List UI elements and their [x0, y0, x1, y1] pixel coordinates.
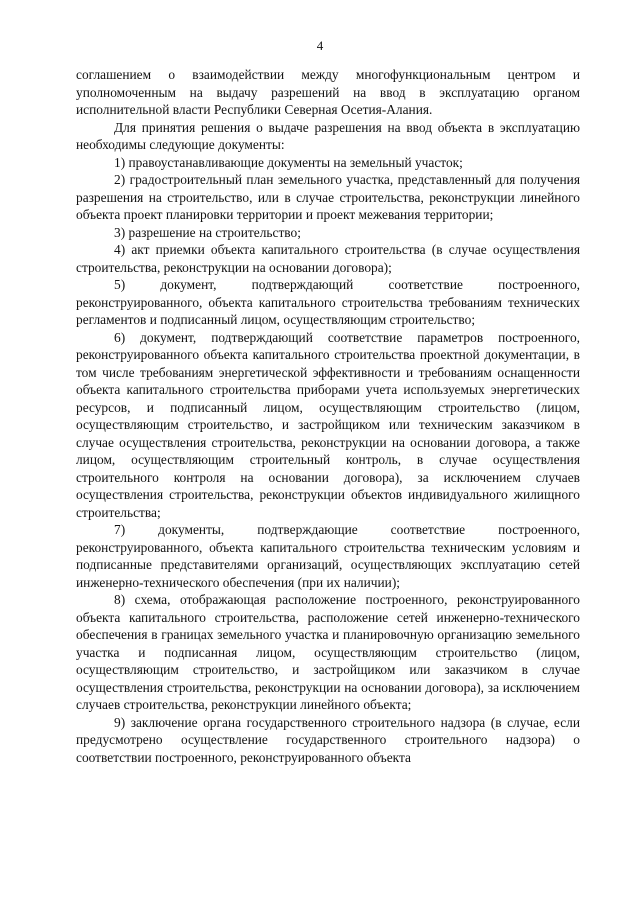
list-item-8: 8) схема, отображающая расположение построенного, реконструированного объекта капитального строительства, расположение сетей инженерно-технического обеспечения в границах земельного участка и планировочную организацию земельного участка и подписанная лицом, осуществляющим строительство (лицом, осуществляющим строительство, и застройщиком или заказчиком в случае осуществления строительства, реконструкции на основании договора), за исключением случаев строительства, реконструкции линейного объекта;: [76, 592, 580, 712]
list-item-7: 7) документы, подтверждающие соответствие построенного, реконструированного, объекта капитального строительства техническим условиям и подписанные представителями организаций, осуществляющих эксплуатацию сетей инженерно-технического обеспечения (при их наличии);: [76, 522, 580, 590]
page-number: 4: [316, 38, 324, 53]
list-item-6: 6) документ, подтверждающий соответствие параметров построенного, реконструированного объекта капитального строительства проектной документации, в том числе требованиям энергетической эффективности и требованиям оснащенности объекта капитального строительства приборами учета используемых энергетических ресурсов, и подписанный лицом, осуществляющим строительство (лицом, осуществляющим строительство, и застройщиком или техническим заказчиком в случае осуществления строительства, реконструкции на основании договора, а также лицом, осуществляющим строительный контроль, в случае осуществления строительного контроля на основании договора), за исключением случаев осуществления строительства, реконструкции объектов индивидуального жилищного строительства;: [76, 329, 580, 520]
list-item-9: 9) заключение органа государственного строительного надзора (в случае, если предусмотрено осуществление государственного строительного надзора) о соответствии построенного, реконструированного объекта: [76, 714, 580, 765]
list-item-2: 2) градостроительный план земельного участка, представленный для получения разрешения на строительство, или в случае строительства, реконструкции линейного объекта проект планировки территории и проект межевания территории;: [76, 172, 580, 222]
paragraph-documents-intro: Для принятия решения о выдаче разрешения на ввод объекта в эксплуатацию необходимы следующие документы:: [76, 119, 580, 152]
list-item-4: 4) акт приемки объекта капитального строительства (в случае осуществления строительства, реконструкции на основании договора);: [76, 242, 580, 275]
paragraph-continuation: соглашением о взаимодействии между многофункциональным центром и уполномоченным на выдачу разрешений на ввод в эксплуатацию органом исполнительной власти Республики Северная Осетия-Алания.: [76, 67, 580, 117]
list-item-5: 5) документ, подтверждающий соответствие построенного, реконструированного, объекта капитального строительства требованиям технических регламентов и подписанный лицом, осуществляющим строительство;: [76, 277, 580, 327]
list-item-3: 3) разрешение на строительство;: [114, 224, 301, 240]
document-body: [76, 66, 580, 766]
list-item-1: 1) правоустанавливающие документы на земельный участок;: [114, 154, 463, 170]
